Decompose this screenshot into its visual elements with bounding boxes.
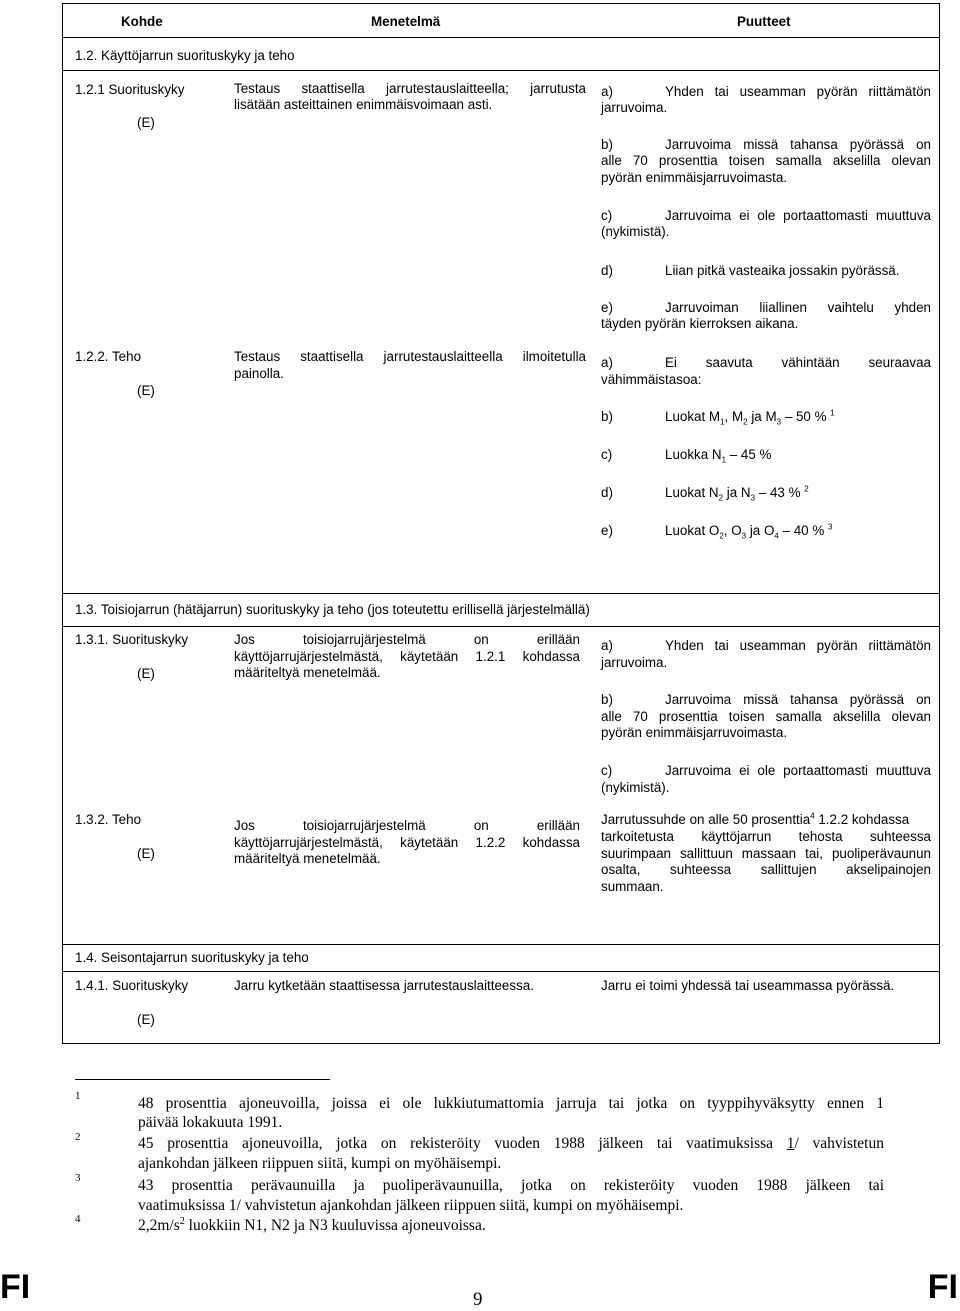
row-1-3-1-defect-b-line2: alle 70 prosenttia toisen samalla akselilla olevan	[601, 709, 931, 724]
row-1-3-1-method-line3: määriteltyä menetelmää.	[234, 665, 381, 680]
e-mark: (E)	[137, 115, 155, 130]
row-1-3-1-method-line1: Jos toisiojarrujärjestelmä on erillään	[234, 632, 580, 647]
section-1-3-divider-top	[63, 593, 939, 594]
defect-label: e)	[601, 300, 613, 315]
defect-label: c)	[601, 763, 613, 778]
header-kohde: Kohde	[121, 14, 163, 29]
section-1-3-divider	[63, 626, 939, 627]
row-1-2-2-defect-e: e) Luokat $O_2$, $O_3$ ja $O_4 - 40$ % $^3$	[601, 522, 833, 541]
footnote-3-line2: vaatimuksissa 1/ vahvistetun ajankohdan jälkeen riippuen siitä, kumpi on myöhäisempi.	[138, 1197, 684, 1214]
footnote-2-line2: ajankohdan jälkeen riippuen siitä, kumpi on myöhäisempi.	[138, 1155, 502, 1172]
row-1-3-2-defect-line1: Jarrutussuhde on alle 50 prosenttia$^4$ 1.2.2 kohdassa	[601, 811, 910, 827]
row-1-3-1-kohde: 1.3.1. Suorituskyky	[75, 632, 189, 647]
section-1-3-title: 1.3. Toisiojarrun (hätäjarrun) suorituskyky ja teho (jos toteutettu erillisellä järjestelmällä)	[75, 602, 590, 617]
defect-label: c)	[601, 208, 613, 223]
footnote-1-line2: päivää lokakuuta 1991.	[138, 1114, 283, 1131]
inspection-table	[62, 3, 940, 1044]
row-1-3-2-kohde: 1.3.2. Teho	[75, 812, 142, 827]
footnote-number: 2	[75, 1131, 81, 1143]
defect-label: a)	[601, 355, 613, 370]
row-1-4-1-kohde: 1.4.1. Suorituskyky	[75, 978, 189, 993]
header-menetelma: Menetelmä	[371, 14, 441, 29]
footnote-3-line1: 43 prosenttia perävaunuilla ja puoliperävaunuilla, jotka on rekisteröity vuoden 1988 jälkeen tai	[138, 1177, 884, 1194]
e-mark: (E)	[137, 1012, 155, 1027]
row-1-3-1-defect-a-line1: Yhden tai useamman pyörän riittämätön	[665, 638, 931, 653]
footer-lang-right: FI	[927, 1268, 958, 1306]
row-1-2-1-defect-a-line1: Yhden tai useamman pyörän riittämätön	[665, 84, 931, 99]
row-1-2-1-defect-b-line1: Jarruvoima missä tahansa pyörässä on	[665, 137, 931, 152]
e-mark: (E)	[137, 846, 155, 861]
row-1-2-2-method-line2: painolla.	[234, 366, 284, 381]
row-1-3-2-method-line1: Jos toisiojarrujärjestelmä on erillään	[234, 818, 580, 833]
row-1-3-2-method-line3: määriteltyä menetelmää.	[234, 851, 381, 866]
footnote-number: 3	[75, 1172, 81, 1184]
section-1-2-divider	[63, 70, 939, 71]
row-1-4-1-defect: Jarru ei toimi yhdessä tai useammassa pyörässä.	[601, 978, 895, 993]
row-1-3-2-method-line2: käyttöjarrujärjestelmästä, käytetään 1.2.2 kohdassa	[234, 835, 580, 850]
row-1-3-1-defect-b-line3: pyörän enimmäisjarruvoimasta.	[601, 725, 788, 740]
footnote-number: 1	[75, 1090, 81, 1102]
row-1-2-2-method-line1: Testaus staattisella jarrutestauslaitteella ilmoitetulla	[234, 349, 586, 364]
row-1-3-2-defect-line5: summaan.	[601, 879, 664, 894]
row-1-3-1-defect-c-line2: (nykimistä).	[601, 780, 670, 795]
footer-lang-left: FI	[0, 1268, 31, 1306]
row-1-4-1-method: Jarru kytketään staattisessa jarrutestauslaitteessa.	[234, 978, 534, 993]
defect-label: d)	[601, 263, 613, 278]
row-1-2-2-defect-a-line1: Ei saavuta vähintään seuraavaa	[665, 355, 931, 370]
section-1-4-title: 1.4. Seisontajarrun suorituskyky ja teho	[75, 950, 309, 965]
row-1-3-1-defect-a-line2: jarruvoima.	[601, 655, 668, 670]
row-1-2-2-defect-b: b) Luokat $M_1$, $M_2$ ja $M_3 - 50$ % $^1$	[601, 408, 835, 427]
section-1-4-divider-top	[63, 944, 939, 945]
footnote-1-line1: 48 prosenttia ajoneuvoilla, joissa ei ole lukkiutumattomia jarruja tai jotka on tyyppihyväksytty ennen 1	[138, 1095, 884, 1112]
row-1-2-1-defect-d: Liian pitkä vasteaika jossakin pyörässä.	[665, 263, 900, 278]
header-divider	[63, 37, 939, 38]
row-1-2-1-defect-e-line1: Jarruvoiman liiallinen vaihtelu yhden	[665, 300, 931, 315]
row-1-2-1-defect-b-line3: pyörän enimmäisjarruvoimasta.	[601, 170, 788, 185]
footnote-4-line1: $2,2m/s^2$ luokkiin N1, N2 ja N3 kuuluvissa ajoneuvoissa.	[138, 1215, 486, 1234]
row-1-3-2-defect-line2: tarkoitetusta käyttöjarrun tehosta suhteessa	[601, 829, 931, 844]
header-puutteet: Puutteet	[737, 14, 791, 29]
defect-label: b)	[601, 137, 613, 152]
row-1-2-1-defect-b-line2: alle 70 prosenttia toisen samalla akselilla olevan	[601, 153, 931, 168]
row-1-3-1-method-line2: käyttöjarrujärjestelmästä, käytetään 1.2.1 kohdassa	[234, 649, 580, 664]
row-1-2-2-defect-c: c) Luokka $N_1 - 45$ %	[601, 447, 772, 465]
row-1-2-1-method-line2: lisätään asteittainen enimmäisvoimaan asti.	[234, 97, 493, 112]
section-1-2-title: 1.2. Käyttöjarrun suorituskyky ja teho	[75, 48, 295, 63]
row-1-2-1-defect-a-line2: jarruvoima.	[601, 100, 668, 115]
row-1-3-1-defect-c-line1: Jarruvoima ei ole portaattomasti muuttuva	[665, 763, 931, 778]
defect-label: a)	[601, 638, 613, 653]
row-1-2-1-defect-c-line1: Jarruvoima ei ole portaattomasti muuttuva	[665, 208, 931, 223]
row-1-3-1-defect-b-line1: Jarruvoima missä tahansa pyörässä on	[665, 692, 931, 707]
footnote-2-line1: 45 prosenttia ajoneuvoilla, jotka on rekisteröity vuoden 1988 jälkeen tai vaatimuksissa 1/ vahvistetun	[138, 1135, 884, 1152]
row-1-2-1-defect-c-line2: (nykimistä).	[601, 224, 670, 239]
row-1-2-1-kohde: 1.2.1 Suorituskyky	[75, 82, 185, 97]
section-1-4-divider	[63, 971, 939, 972]
row-1-2-2-defect-a-line2: vähimmäistasoa:	[601, 372, 702, 387]
footnote-number: 4	[75, 1213, 81, 1225]
row-1-2-2-defect-d: d) Luokat $N_2$ ja $N_3 - 43$ % $^2$	[601, 484, 809, 503]
e-mark: (E)	[137, 666, 155, 681]
defect-label: a)	[601, 84, 613, 99]
page-number: 9	[473, 1289, 483, 1310]
row-1-2-2-kohde: 1.2.2. Teho	[75, 349, 142, 364]
row-1-2-1-defect-e-line2: täyden pyörän kierroksen aikana.	[601, 316, 799, 331]
row-1-2-1-method-line1: Testaus staattisella jarrutestauslaitteella; jarrutusta	[234, 81, 586, 96]
defect-label: b)	[601, 692, 613, 707]
footnote-separator	[75, 1079, 330, 1080]
e-mark: (E)	[137, 383, 155, 398]
row-1-3-2-defect-line4: osalta, suhteessa sallittujen akselipainojen	[601, 862, 931, 877]
row-1-3-2-defect-line3: suurimpaan sallittuun massaan tai, puoliperävaunun	[601, 846, 931, 861]
